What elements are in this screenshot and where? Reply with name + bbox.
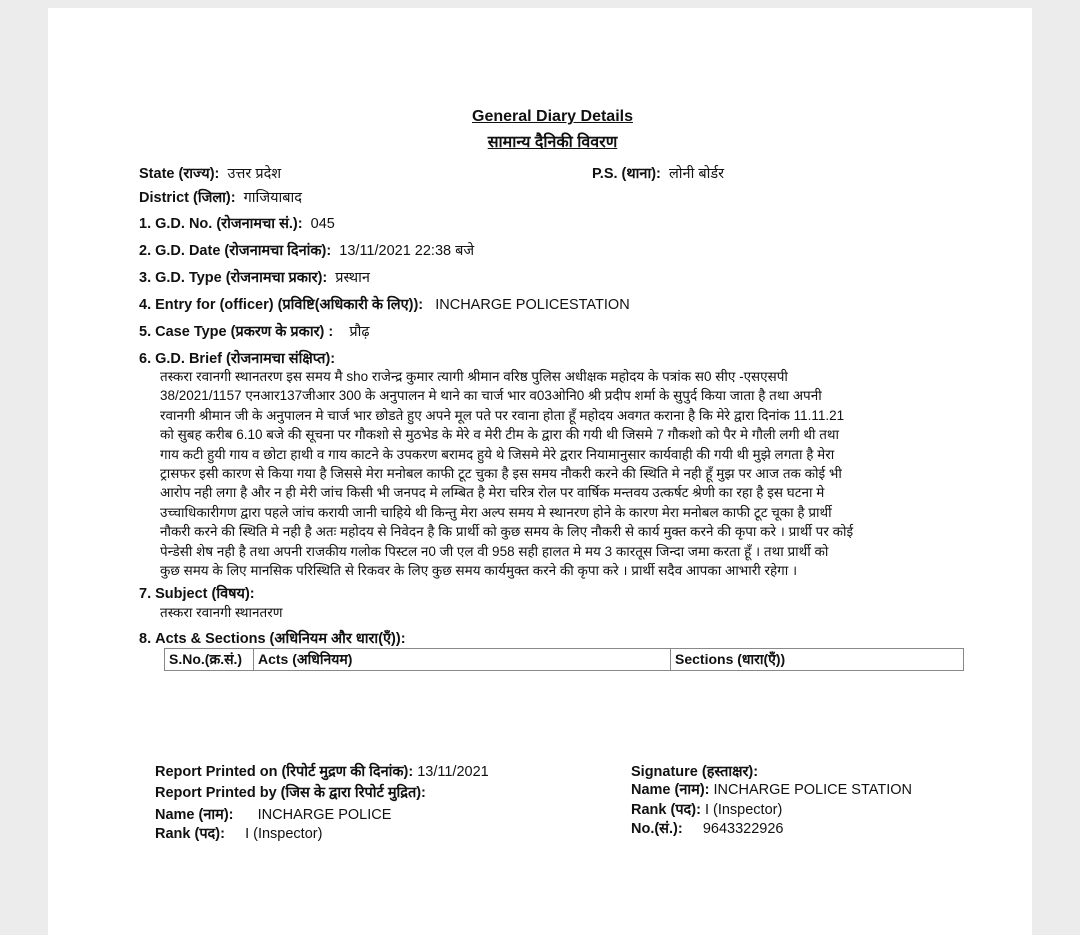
printer-rank-label: Rank (पद):	[155, 826, 225, 842]
item-number: 3.	[139, 270, 152, 286]
subject-value: तस्करा रवानगी स्थानतरण	[160, 605, 283, 620]
gd-date-row	[139, 240, 474, 260]
item-number: 6.	[139, 351, 152, 367]
printer-name-label: Name (नाम):	[155, 807, 234, 823]
signer-rank-value: I (Inspector)	[704, 802, 783, 818]
item-number: 8.	[139, 631, 152, 647]
gd-type-label: G.D. Type (रोजनामचा प्रकार):	[155, 270, 328, 286]
item-number: 5.	[139, 324, 152, 340]
brief-line: तस्करा रवानगी स्थानतरण इस समय मै sho राजेन्द्र कुमार त्यागी श्रीमान वरिष्ठ पुलिस अधीक्षक महोदय के पत्रांक स0 सीए -एसएसपी	[160, 369, 788, 384]
signer-name-row	[631, 779, 912, 799]
gd-brief-label: G.D. Brief (रोजनामचा संक्षिप्त):	[155, 351, 336, 367]
printed-on-row	[155, 761, 489, 781]
gd-type-value: प्रस्थान	[335, 270, 370, 286]
item-number: 2.	[139, 243, 152, 259]
police-station-value: लोनी बोर्डर	[668, 166, 725, 182]
printed-on-value: 13/11/2021	[417, 764, 489, 780]
signer-number-row	[631, 818, 784, 838]
brief-line: गाय कटी हुयी गाय व छोटा हाथी व गाय काटने के उपकरण बरामद हुये थे जिसमे मेरे द्वरार नियामानुसार कार्यवाही की गयी थी मुझे लगता है मेरा	[160, 446, 835, 462]
item-number: 1.	[139, 216, 152, 232]
printer-rank-row	[155, 823, 322, 843]
brief-line: को सुबह करीब 6.10 बजे की सूचना पर गौकशो से मुठभेड के मेरे व मेरी टीम के द्वारा की गयी थी जिसमे 7 गौकशो को पैर मे गौली लगी थी तथा	[160, 427, 840, 443]
police-station-row	[592, 163, 724, 183]
printer-rank-value: I (Inspector)	[245, 826, 323, 842]
printed-by-label: Report Printed by (जिस के द्वारा रिपोर्ट मुद्रित):	[155, 785, 426, 801]
item-number: 4.	[139, 297, 152, 313]
gd-number-value: 045	[310, 216, 335, 232]
state-label: State (राज्य):	[139, 166, 220, 182]
gd-number-label: G.D. No. (रोजनामचा सं.):	[155, 216, 303, 232]
brief-line: पेन्डेसी शेष नही है तथा अपनी राजकीय गलोक पिस्टल न0 जी एल वी 958 सही हालत मे मय 3 कारतूस जिन्दा जमा करता हूँ । तथा प्रार्थी को	[160, 543, 829, 559]
brief-line: 38/2021/1157 एनआर137जीआर 300 के अनुपालन मे थाने का चार्ज भार व03ओनि0 श्री प्रदीप शर्मा के सुपुर्द किया जाता है तथा अपनी	[160, 388, 822, 404]
entry-for-label: Entry for (officer) (प्रविष्टि(अधिकारी के लिए)):	[155, 297, 424, 313]
signature-label: Signature (हस्ताक्षर):	[631, 764, 759, 780]
police-station-label: P.S. (थाना):	[592, 166, 661, 182]
district-row	[139, 187, 302, 207]
col-header-acts: Acts (अधिनियम)	[254, 649, 671, 671]
case-type-label: Case Type (प्रकरण के प्रकार) :	[155, 324, 334, 340]
printed-on-label: Report Printed on (रिपोर्ट मुद्रण की दिनांक):	[155, 764, 414, 780]
col-header-sno: S.No.(क्र.सं.)	[165, 649, 254, 671]
signer-name-label: Name (नाम):	[631, 782, 710, 798]
brief-line: कुछ समय के लिए मानसिक परिस्थिति से रिकवर के लिए कुछ समय कार्यमुक्त करने की कृपा करे । प्रार्थी सदैव आपका आभारी रहेगा ।	[160, 563, 798, 579]
case-type-row	[139, 321, 370, 341]
state-value: उत्तर प्रदेश	[227, 166, 282, 182]
acts-label: Acts & Sections (अधिनियम और धारा(एँ)):	[155, 631, 406, 647]
item-number: 7.	[139, 586, 152, 602]
district-value: गाजियाबाद	[243, 190, 302, 206]
signer-rank-label: Rank (पद):	[631, 802, 701, 818]
gd-date-label: G.D. Date (रोजनामचा दिनांक):	[155, 243, 332, 259]
signer-number-value: 9643322926	[702, 821, 784, 837]
title-english: General Diary Details	[472, 108, 633, 125]
brief-line: आरोप नही लगा है और न ही मेरी जांच किसी भी जनपद मे लम्बित है मेरा चरित्र रोल पर वार्षिक मन्तवय उत्कर्षट श्रेणी का रहा है इस घटना मे	[160, 485, 825, 501]
gd-brief-row	[139, 348, 335, 368]
signer-rank-row	[631, 799, 782, 819]
gd-brief-text	[160, 367, 950, 580]
brief-line: ट्रासफर इसी कारण से किया गया है जिससे मेरा मनोबल काफी टूट चुका है इस समय नौकरी करने की स्थिति मे नही हूँ मुझ पर आज तक कोई भी	[160, 466, 842, 482]
brief-line: नौकरी करने की स्थिति मे नही है अतः महोदय से निवेदन है कि प्रार्थी को कुछ समय के लिए नौकरी से कार्य मुक्त करने की कृपा करे । प्रार्थी पर कोई	[160, 524, 854, 540]
col-header-sections: Sections (धारा(एँ))	[671, 649, 964, 671]
brief-line: रवानगी श्रीमान जी के अनुपालन मे चार्ज भार छोडते हुए अपने मूल पते पर रवाना होता हूँ महोदय अवगत कराना है कि मेरे द्वारा दिनांक 11.11.21	[160, 407, 845, 423]
case-type-value: प्रौढ़	[349, 324, 370, 340]
gd-number-row	[139, 213, 335, 233]
state-row	[139, 163, 281, 183]
district-label: District (जिला):	[139, 190, 236, 206]
signer-number-label: No.(सं.):	[631, 821, 683, 837]
title-hindi: सामान्य दैनिकी विवरण	[487, 134, 618, 151]
table-header-row	[165, 649, 964, 671]
gd-date-value: 13/11/2021 22:38 बजे	[339, 243, 475, 259]
brief-line: उच्चाधिकारीगण द्वारा पहले जांच करायी जानी चाहिये थी किन्तु मेरा अल्प समय मे स्थानरण होने के कारण मेरा मनोबल काफी टूट चूका है प्रार्थी	[160, 504, 832, 520]
entry-for-value: INCHARGE POLICESTATION	[435, 297, 630, 313]
printer-name-row	[155, 804, 391, 824]
subject-label: Subject (विषय):	[155, 586, 255, 602]
gd-type-row	[139, 267, 370, 287]
printer-name-value: INCHARGE POLICE	[257, 807, 392, 823]
entry-for-row	[139, 294, 630, 314]
signer-name-value: INCHARGE POLICE STATION	[713, 782, 912, 798]
acts-table	[164, 648, 964, 671]
acts-row	[139, 628, 406, 648]
subject-row	[139, 583, 255, 603]
